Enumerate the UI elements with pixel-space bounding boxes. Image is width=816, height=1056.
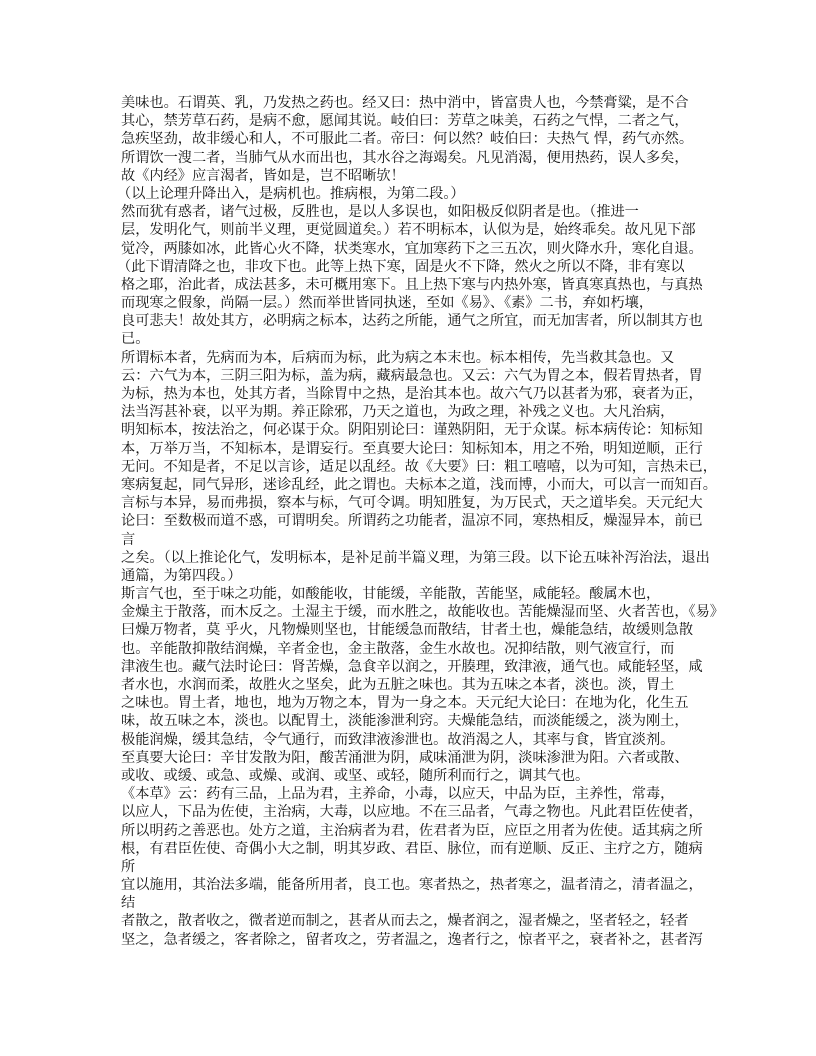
text-line: 美味也。石谓英、乳，乃发热之药也。经又曰：热中消中，皆富贵人也，今禁膏粱，是不合 — [121, 95, 689, 111]
text-line: 为标，热为本也，处其方者，当除胃中之热，是治其本也。故六气乃以甚者为邪，衰者为正， — [121, 386, 703, 402]
text-line: 层，发明化气，则前半义理，更觉圆道矣。）若不明标本，认似为是，始终乖矣。故凡见下部 — [121, 222, 696, 239]
text-line: 通篇，为第四段。） — [121, 567, 242, 584]
text-line: 所 — [121, 858, 136, 875]
text-line: （此下谓清降之也，非攻下也。此等上热下寒，固是火不下降，然火之所以不降，非有寒以 — [117, 258, 685, 275]
text-line: 斯言气也，至于味之功能，如酸能收，甘能缓，辛能散，苦能坚，咸能轻。酸属木也， — [121, 586, 661, 603]
text-line: 寒病复起，同气异形，迷诊乱经，此之谓也。夫标本之道，浅而博，小而大，可以言一而知百。 — [121, 476, 717, 493]
text-line: 津液生也。藏气法时论曰：肾苦燥，急食辛以润之，开腠理，致津液，通气也。咸能轻坚，咸 — [121, 658, 703, 675]
text-line: 《本草》云：药有三品，上品为君，主养命，小毒，以应天，中品为臣，主养性，常毒， — [121, 786, 675, 803]
text-line: 云：六气为本，三阴三阳为标，盖为病，藏病最急也。又云：六气为胃之本，假若胃热者，胃 — [121, 367, 703, 384]
text-line: 论曰：至数极而道不惑，可谓明矣。所谓药之功能者，温凉不同，寒热相反，燥湿异本，前已 — [121, 513, 703, 530]
text-line: 故《内经》应言渴者，皆如是，岂不昭晰欤！ — [121, 167, 405, 184]
text-line: 味，故五味之本，淡也。以配胃土，淡能渗泄利窍。夫燥能急结，而淡能缓之，淡为刚土， — [121, 713, 689, 730]
text-line: 之矣。（以上推论化气，发明标本，是补足前半篇义理，为第三段。以下论五味补泻治法，退出 — [121, 549, 710, 566]
text-line: 也。辛能散抑散结润燥，辛者金也，金主散落，金生水故也。况抑结散，则气液宣行，而 — [121, 640, 675, 657]
text-line: 急疾坚劲，故非缓心和人，不可服此二者。帝曰：何以然？岐伯曰：夫热气 悍，药气亦然。 — [121, 131, 694, 148]
text-line: 者水也，水润而柔，故胜火之坚矣，此为五脏之味也。其为五味之本者，淡也。淡，胃土 — [121, 677, 675, 693]
text-line: 者散之，散者收之，微者逆而制之，甚者从而去之，燥者润之，湿者燥之，坚者轻之，轻者 — [121, 913, 689, 930]
text-line: 然而犹有惑者，诸气过极，反胜也，是以人多误也，如阳极反似阴者是也。（推进一 — [121, 204, 639, 221]
text-line: 言标与本异，易而弗损，察本与标，气可令调。明知胜复，为万民式，天之道毕矣。天元纪大 — [121, 495, 703, 512]
text-line: 法当泻甚补衰，以平为期。养正除邪，乃天之道也，为政之理，补残之义也。大凡治病， — [121, 404, 675, 421]
text-line: 无问。不知是者，不足以言诊，适足以乱经。故《大要》曰：粗工嘻嘻，以为可知，言热未已， — [121, 458, 717, 475]
text-line: 所以明药之善恶也。处方之道，主治病者为君，佐君者为臣，应臣之用者为佐使。适其病之所 — [121, 822, 703, 839]
document-page — [117, 94, 724, 949]
text-line: 以应人，下品为佐使，主治病，大毒，以应地。不在三品者，气毒之物也。凡此君臣佐使者， — [121, 804, 703, 821]
text-line: 本，万举万当，不知标本，是谓妄行。至真要大论曰：知标知本，用之不殆，明知逆顺，正行 — [121, 440, 703, 457]
text-line: 曰燥万物者，莫 乎火，凡物燥则坚也，甘能缓急而散结，甘者土也，燥能急结，故缓则急散 — [121, 622, 694, 639]
text-line: 结 — [121, 895, 136, 912]
text-line: （以上论理升降出入，是病机也。推病根，为第二段。） — [117, 185, 465, 202]
text-line: 而现寒之假象，尚隔一层。）然而举世皆同执迷，至如《易》、《素》二书，弃如朽壤， — [121, 295, 654, 312]
text-line: 明知标本，按法治之，何必谋于众。阴阳别论曰：谨熟阴阳，无于众谋。标本病传论：知标知 — [121, 422, 703, 439]
text-line: 坚之，急者缓之，客者除之，留者攻之，劳者温之，逸者行之，惊者平之，衰者补之，甚者泻 — [121, 931, 703, 948]
text-line: 格之耶，治此者，成法甚多，未可概用寒下。且上热下寒与内热外寒，皆真寒真热也，与真热 — [121, 276, 703, 293]
text-line: 其心，禁芳草石药，是病不愈，愿闻其说。岐伯曰：芳草之味美，石药之气悍，二者之气， — [121, 113, 689, 130]
text-line: 言 — [121, 531, 136, 548]
text-line: 之味也。胃土者，地也，地为万物之本，胃为一身之本。天元纪大论曰：在地为化，化生五 — [121, 695, 689, 712]
text-line: 觉冷，两膝如冰，此皆心火不降，状类寒水，宜加寒药下之三五次，则火降水升，寒化自退。 — [121, 240, 703, 257]
text-line: 根，有君臣佐使、奇偶小大之制，明其岁政、君臣、脉位，而有逆顺、反正、主疗之方，随病 — [121, 840, 703, 857]
text-line: 所谓标本者，先病而为本，后病而为标，此为病之本末也。标本相传，先当救其急也。又 — [121, 349, 675, 366]
text-line: 所谓饮一溲二者，当肺气从水而出也，其水谷之海竭矣。凡见消渴，便用热药，误人多矣， — [121, 149, 689, 166]
text-line: 至真要大论曰：辛甘发散为阳，酸苦涌泄为阴，咸味涌泄为阴，淡味渗泄为阳。六者或散、 — [121, 749, 689, 766]
text-line: 极能润燥，缓其急结，令气通行，而致津液渗泄也。故消渴之人，其率与食，皆宜淡剂。 — [121, 731, 675, 748]
text-line: 宜以施用，其治法多端，能备所用者，良工也。寒者热之，热者寒之，温者清之，清者温之， — [121, 877, 703, 894]
text-line: 金燥主于散落，而木反之。土湿主于缓，而水胜之，故能收也。苦能燥湿而坚、火者苦也，《易》 — [121, 604, 724, 621]
text-line: 或收、或缓、或急、或燥、或润、或坚、或轻，随所利而行之，调其气也。 — [121, 767, 590, 784]
text-line: 已。 — [121, 331, 150, 348]
text-line: 良可悲夫！故处其方，必明病之标本，达药之所能，通气之所宜，而无加害者，所以制其方也 — [121, 313, 703, 330]
